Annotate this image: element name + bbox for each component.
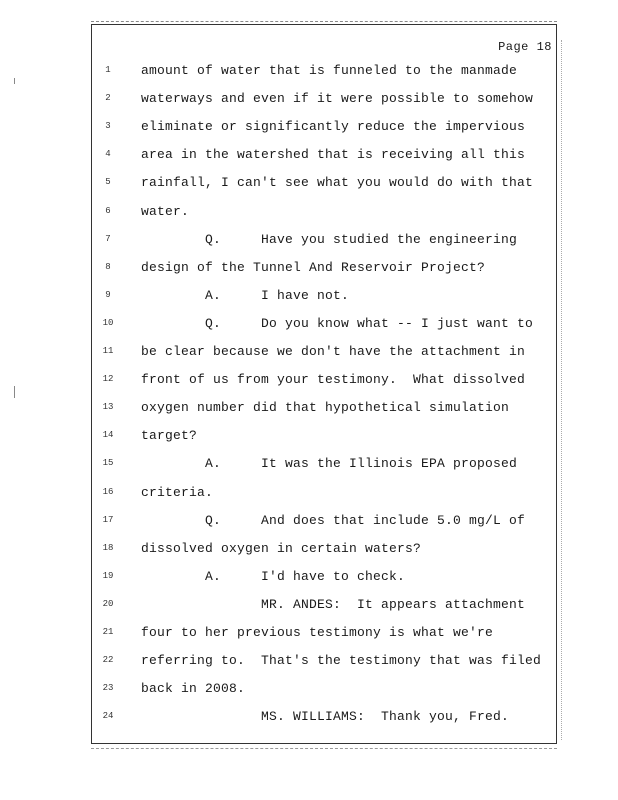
line-number: 6 xyxy=(105,205,111,216)
line-number: 15 xyxy=(102,458,114,469)
line-text: referring to. That's the testimony that was filed xyxy=(141,653,542,669)
line-number: 18 xyxy=(102,542,114,553)
transcript-line xyxy=(0,397,618,425)
transcript-line xyxy=(0,510,618,538)
line-number: 3 xyxy=(105,121,111,132)
transcript-line xyxy=(0,313,618,341)
transcript-line xyxy=(0,453,618,481)
line-number: 16 xyxy=(102,486,114,497)
line-text: eliminate or significantly reduce the impervious xyxy=(141,119,526,135)
line-number: 1 xyxy=(105,65,111,75)
line-text: front of us from your testimony. What dissolved xyxy=(141,372,526,388)
line-number: 20 xyxy=(102,598,114,609)
line-number: 14 xyxy=(102,430,114,441)
transcript-line xyxy=(0,201,618,229)
line-number: 11 xyxy=(102,346,114,356)
transcript-line xyxy=(0,594,618,622)
line-text: MS. WILLIAMS: Thank you, Fred. xyxy=(141,709,510,725)
line-text: MR. ANDES: It appears attachment xyxy=(141,596,526,612)
line-text: target? xyxy=(141,428,198,444)
line-number: 17 xyxy=(102,514,114,525)
line-number: 23 xyxy=(102,683,114,694)
line-text: Q. And does that include 5.0 mg/L of xyxy=(141,512,526,528)
transcript-line xyxy=(0,566,618,594)
line-text: criteria. xyxy=(141,484,214,500)
line-text: dissolved oxygen in certain waters? xyxy=(141,540,422,556)
line-number: 5 xyxy=(105,177,111,188)
transcript-line xyxy=(0,285,618,313)
line-text: waterways and even if it were possible to somehow xyxy=(141,91,534,107)
transcript-line xyxy=(0,60,618,88)
page-number: Page 18 xyxy=(498,40,552,54)
line-text: water. xyxy=(141,203,190,219)
line-text: oxygen number did that hypothetical simulation xyxy=(141,400,510,416)
line-text: design of the Tunnel And Reservoir Project? xyxy=(141,259,486,275)
line-number: 8 xyxy=(105,261,111,272)
line-text: Q. Do you know what -- I just want to xyxy=(141,315,534,331)
transcript-line xyxy=(0,172,618,200)
line-text: rainfall, I can't see what you would do with that xyxy=(141,175,534,191)
line-text: amount of water that is funneled to the manmade xyxy=(141,63,518,78)
line-number: 7 xyxy=(105,233,111,244)
line-text: be clear because we don't have the attachment in xyxy=(141,344,526,359)
line-number: 2 xyxy=(105,93,111,104)
line-text: four to her previous testimony is what we're xyxy=(141,625,494,640)
line-number: 19 xyxy=(102,570,114,581)
line-text: A. I'd have to check. xyxy=(141,568,406,584)
transcript-line xyxy=(0,116,618,144)
transcript-line xyxy=(0,341,618,369)
line-number: 4 xyxy=(105,149,111,160)
line-number: 22 xyxy=(102,655,114,666)
line-number: 13 xyxy=(102,402,114,413)
line-number: 9 xyxy=(105,289,111,300)
transcript-line xyxy=(0,678,618,706)
transcript-line xyxy=(0,257,618,285)
line-number: 12 xyxy=(102,374,114,385)
line-text: area in the watershed that is receiving all this xyxy=(141,147,526,163)
transcript-line xyxy=(0,538,618,566)
transcript-line xyxy=(0,144,618,172)
line-number: 24 xyxy=(102,711,114,722)
transcript-line xyxy=(0,229,618,257)
line-number: 21 xyxy=(102,627,114,637)
line-text: A. I have not. xyxy=(141,287,350,303)
transcript-line xyxy=(0,706,618,734)
transcript-line xyxy=(0,425,618,453)
transcript-line xyxy=(0,482,618,510)
transcript-line xyxy=(0,88,618,116)
line-text: A. It was the Illinois EPA proposed xyxy=(141,456,518,472)
line-text: Q. Have you studied the engineering xyxy=(141,231,518,247)
transcript-line xyxy=(0,622,618,650)
transcript-line xyxy=(0,369,618,397)
line-number: 10 xyxy=(102,317,114,328)
line-text: back in 2008. xyxy=(141,681,246,697)
transcript-line xyxy=(0,650,618,678)
